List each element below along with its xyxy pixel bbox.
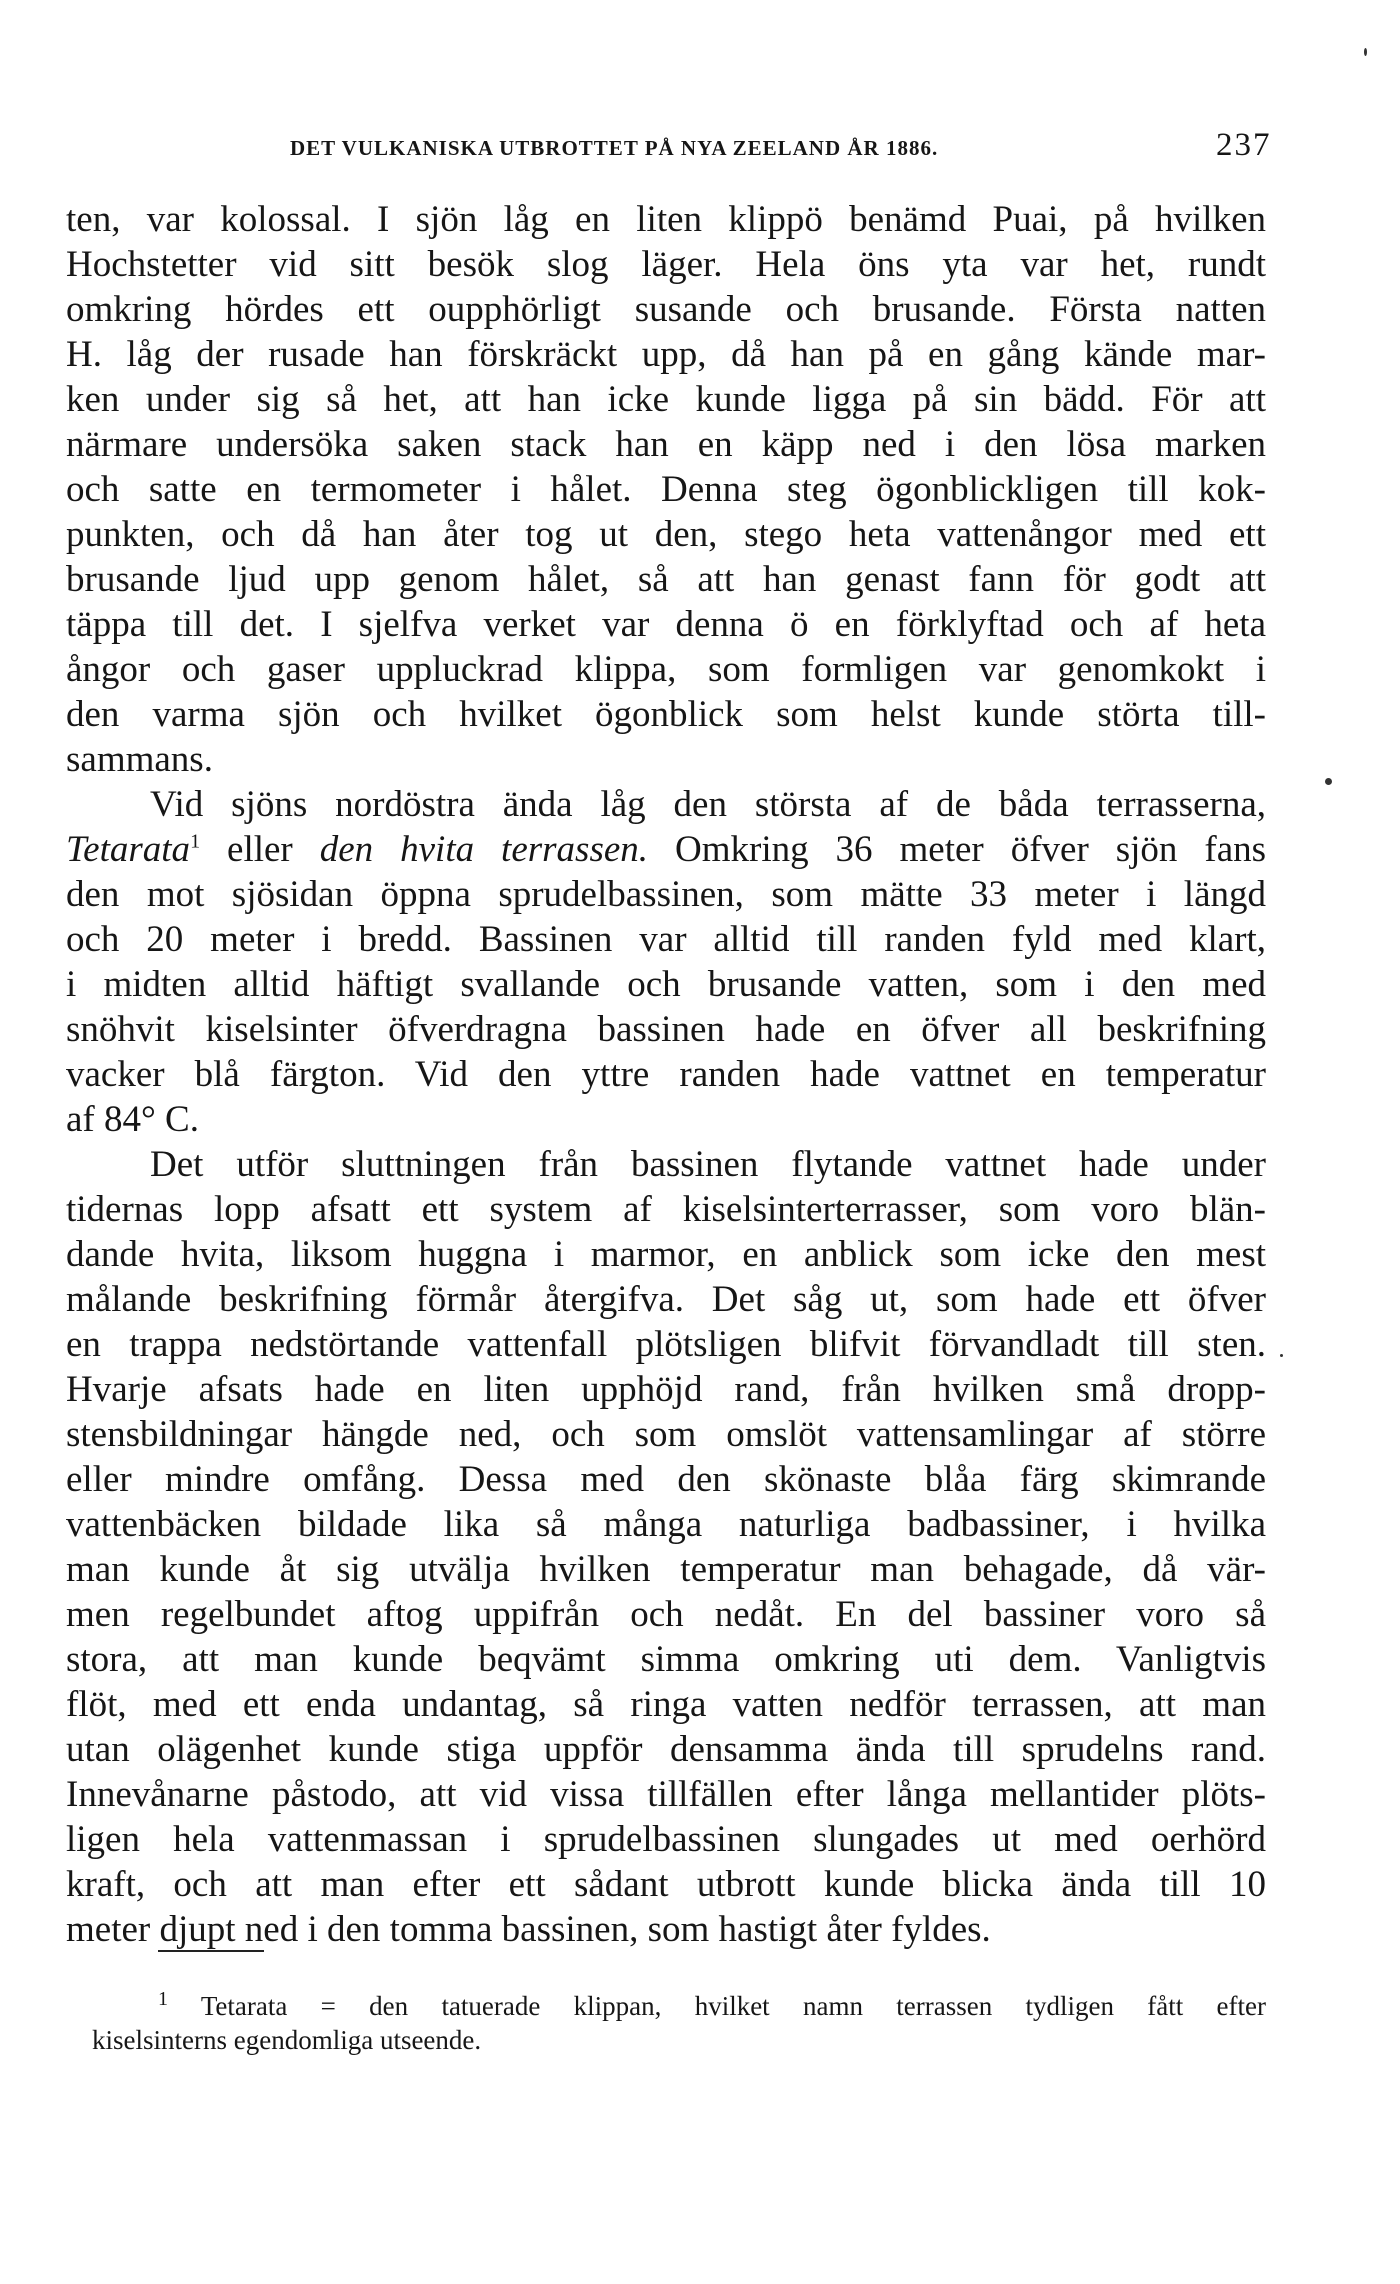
text-line: stora, att man kunde beqvämt simma omkring uti dem. Vanligtvis [66, 1639, 1266, 1680]
text-line: en trappa nedstörtande vattenfall plötsligen blifvit förvandladt till sten. [66, 1324, 1266, 1365]
text-line: Hvarje afsats hade en liten upphöjd rand, från hvilken små dropp- [66, 1369, 1266, 1410]
paragraph-start-line: Vid sjöns nordöstra ända låg den största af de båda terrasserna, [150, 784, 1266, 825]
print-speck [1325, 778, 1332, 785]
footnote-divider [158, 1950, 264, 1952]
text-line: och 20 meter i bredd. Bassinen var alltid till randen fyld med klart, [66, 919, 1266, 960]
text-line: vacker blå färgton. Vid den yttre randen hade vattnet en temperatur [66, 1054, 1266, 1095]
text-line: omkring hördes ett oupphörligt susande och brusande. Första natten [66, 289, 1266, 330]
print-speck [1364, 48, 1367, 56]
footnote-text: Tetarata = den tatuerade klippan, hvilket namn terrassen tydligen fått efter [200, 1991, 1266, 2021]
text-line: Innevånarne påstodo, att vid vissa tillfällen efter långa mellantider plöts- [66, 1774, 1266, 1815]
text-line: meter djupt ned i den tomma bassinen, som hastigt åter fyldes. [66, 1909, 991, 1950]
text-line: ångor och gaser uppluckrad klippa, som formligen var genomkokt i [66, 649, 1266, 690]
text-line: flöt, med ett enda undantag, så ringa vatten nedför terrassen, att man [66, 1684, 1266, 1725]
running-title: DET VULKANISKA UTBROTTET PÅ NYA ZEELAND ÅR 1886. [290, 136, 939, 160]
term-tetarata: Tetarata [66, 829, 191, 870]
text-line: H. låg der rusade han förskräckt upp, då han på en gång kände mar- [66, 334, 1266, 375]
text-line: men regelbundet aftog uppifrån och nedåt. En del bassiner voro så [66, 1594, 1266, 1635]
text-line: Hochstetter vid sitt besök slog läger. Hela öns yta var het, rundt [66, 244, 1266, 285]
text-line: af 84° C. [66, 1099, 199, 1140]
line-remainder: Omkring 36 meter öfver sjön fans [675, 829, 1267, 870]
text-line: dande hvita, liksom huggna i marmor, en anblick som icke den mest [66, 1234, 1266, 1275]
paragraph-start-line: Det utför sluttningen från bassinen flytande vattnet hade under [150, 1144, 1266, 1185]
text-line: brusande ljud upp genom hålet, så att han genast fann för godt att [66, 559, 1266, 600]
text-line: den varma sjön och hvilket ögonblick som helst kunde störta till- [66, 694, 1266, 735]
text-line: kraft, och att man efter ett sådant utbrott kunde blicka ända till 10 [66, 1864, 1266, 1905]
word-eller: eller [227, 829, 293, 870]
footnote-line [158, 1990, 1266, 2022]
footnote-mark: 1 [158, 1988, 168, 2010]
page-number: 237 [1216, 127, 1272, 163]
text-line: täppa till det. I sjelfva verket var denna ö en förklyftad och af heta [66, 604, 1266, 645]
text-line: i midten alltid häftigt svallande och brusande vatten, som i den med [66, 964, 1266, 1005]
text-line: och satte en termometer i hålet. Denna steg ögonblickligen till kok- [66, 469, 1266, 510]
text-line: närmare undersöka saken stack han en käpp ned i den lösa marken [66, 424, 1266, 465]
text-line: stensbildningar hängde ned, och som omslöt vattensamlingar af större [66, 1414, 1266, 1455]
text-line: snöhvit kiselsinter öfverdragna bassinen hade en öfver all beskrifning [66, 1009, 1266, 1050]
text-line: ken under sig så het, att han icke kunde ligga på sin bädd. För att [66, 379, 1266, 420]
text-line: ligen hela vattenmassan i sprudelbassinen slungades ut med oerhörd [66, 1819, 1266, 1860]
text-line: vattenbäcken bildade lika så många naturliga badbassiner, i hvilka [66, 1504, 1266, 1545]
term-hvita-terrassen: den hvita terrassen. [319, 829, 649, 870]
text-line: målande beskrifning förmår återgifva. Det såg ut, som hade ett öfver [66, 1279, 1266, 1320]
text-line: sammans. [66, 739, 213, 780]
print-speck [1280, 1354, 1283, 1357]
text-line: ten, var kolossal. I sjön låg en liten klippö benämd Puai, på hvilken [66, 199, 1266, 240]
text-line: utan olägenhet kunde stiga uppför densamma ända till sprudelns rand. [66, 1729, 1266, 1770]
footnote-reference: 1 [190, 830, 201, 853]
text-line-tetarata [66, 828, 1266, 872]
text-line: punkten, och då han åter tog ut den, stego heta vattenångor med ett [66, 514, 1266, 555]
text-line: den mot sjösidan öppna sprudelbassinen, som mätte 33 meter i längd [66, 874, 1266, 915]
text-line: tidernas lopp afsatt ett system af kiselsinterterrasser, som voro blän- [66, 1189, 1266, 1230]
text-line: man kunde åt sig utvälja hvilken temperatur man behagade, då vär- [66, 1549, 1266, 1590]
footnote-line: kiselsinterns egendomliga utseende. [92, 2025, 482, 2055]
text-line: eller mindre omfång. Dessa med den skönaste blåa färg skimrande [66, 1459, 1266, 1500]
